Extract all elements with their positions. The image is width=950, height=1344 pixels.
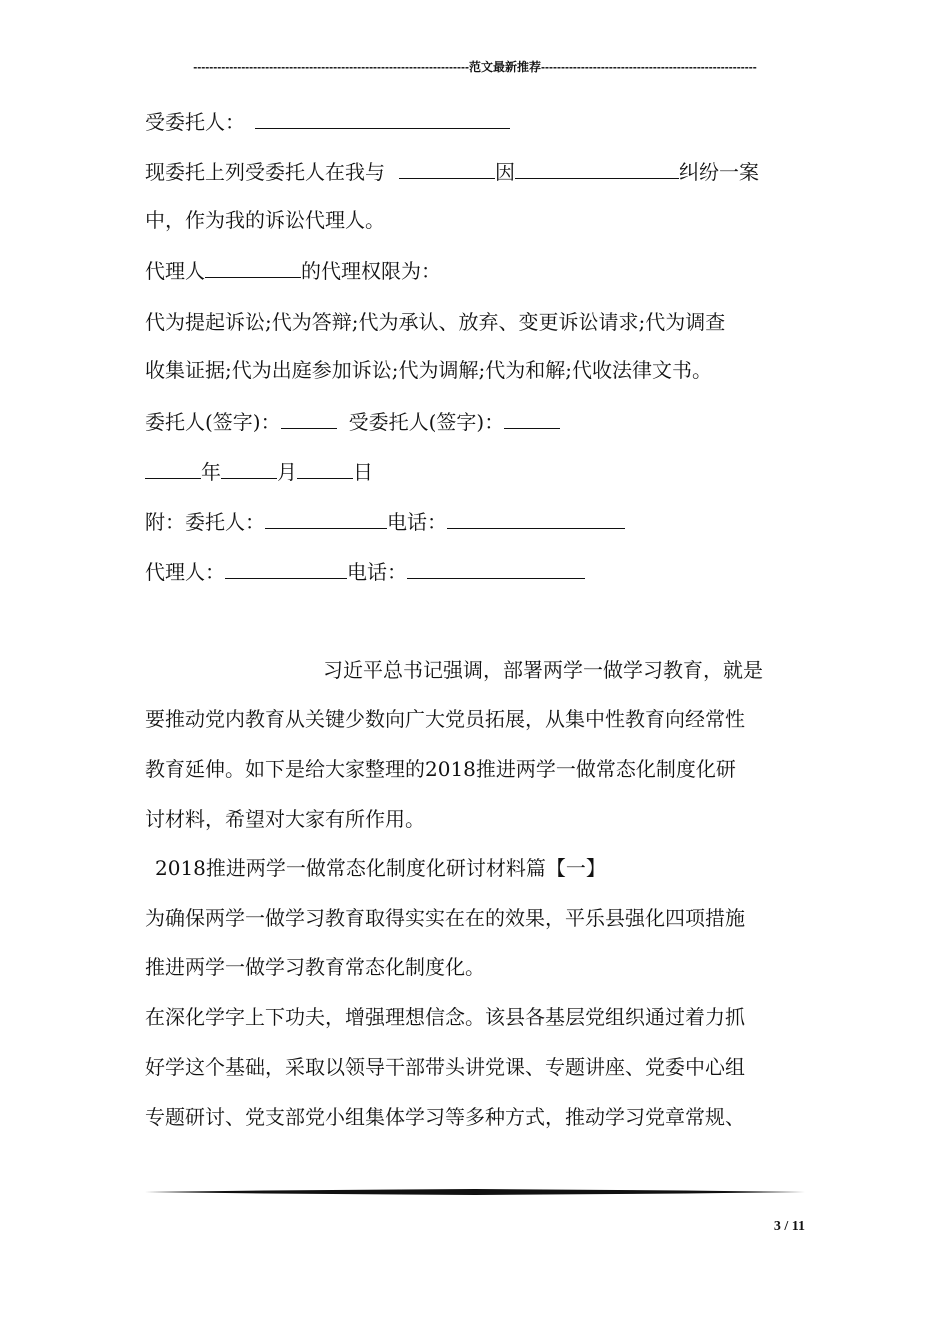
entrust-line-2: 中，作为我的诉讼代理人。: [145, 208, 385, 232]
authority-line: [145, 257, 441, 284]
article-p3-line-2: 好学这个基础，采取以领导干部带头讲党课、专题讲座、党委中心组: [145, 1055, 745, 1079]
authority-blank: [205, 257, 301, 278]
attachment-phone-label: 电话：: [387, 510, 447, 534]
attachment-principal-label: 附：委托人：: [145, 510, 265, 534]
entrust-line-1: [145, 158, 759, 185]
month-blank: [221, 458, 277, 479]
authority-text-a: 代理人: [145, 259, 205, 283]
section-title: 2018推进两学一做常态化制度化研讨材料篇【一】: [155, 856, 606, 880]
attachment-agent-label: 代理人：: [145, 560, 225, 584]
article-p1-line-3: 教育延伸。如下是给大家整理的2018推进两学一做常态化制度化研: [145, 757, 736, 781]
entrust-text-a: 现委托上列受委托人在我与: [145, 160, 385, 184]
article-p1-line-4: 讨材料，希望对大家有所作用。: [145, 807, 425, 831]
year-blank: [145, 458, 201, 479]
principal-sign-label: 委托人(签字)：: [145, 410, 281, 434]
signature-line: [145, 408, 560, 435]
footer-rule: [145, 1189, 805, 1195]
agent-sign-label: 受委托人(签字)：: [348, 410, 505, 434]
reason-blank: [515, 158, 679, 179]
scope-line-2: 收集证据;代为出庭参加诉讼;代为调解;代为和解;代收法律文书。: [145, 358, 712, 382]
agent-label: 受委托人：: [145, 110, 245, 134]
attachment-agent-blank: [225, 558, 347, 579]
agent-line: [145, 108, 510, 135]
attachment-principal-line: [145, 508, 625, 535]
article-p3-line-3: 专题研讨、党支部党小组集体学习等多种方式，推动学习党章常规、: [145, 1105, 745, 1129]
agent-sign-blank: [504, 408, 560, 429]
authority-text-b: 的代理权限为：: [301, 259, 441, 283]
article-p1-line-1: 习近平总书记强调，部署两学一做学习教育，就是: [323, 658, 763, 682]
attachment-agent-phone-blank: [407, 558, 585, 579]
article-p2-line-1: 为确保两学一做学习教育取得实实在在的效果，平乐县强化四项措施: [145, 906, 745, 930]
month-label: 月: [277, 460, 297, 484]
day-label: 日: [353, 460, 373, 484]
article-p3-line-1: 在深化学字上下功夫，增强理想信念。该县各基层党组织通过着力抓: [145, 1005, 745, 1029]
year-label: 年: [201, 460, 221, 484]
party-blank: [399, 158, 495, 179]
scope-line-1: 代为提起诉讼;代为答辩;代为承认、放弃、变更诉讼请求;代为调查: [145, 310, 726, 334]
entrust-text-c: 纠纷一案: [679, 160, 759, 184]
page-header: ---------------------------------------------------------------------范文最新推荐------------------------------------------------------: [193, 60, 757, 74]
attachment-principal-blank: [265, 508, 387, 529]
page-number: 3 / 11: [773, 1219, 805, 1234]
agent-blank: [255, 108, 510, 129]
principal-sign-blank: [281, 408, 337, 429]
attachment-agent-phone-label: 电话：: [347, 560, 407, 584]
attachment-agent-line: [145, 558, 585, 585]
entrust-text-b: 因: [495, 160, 515, 184]
day-blank: [297, 458, 353, 479]
article-p1-line-2: 要推动党内教育从关键少数向广大党员拓展，从集中性教育向经常性: [145, 707, 745, 731]
article-p2-line-2: 推进两学一做学习教育常态化制度化。: [145, 955, 485, 979]
attachment-phone-blank: [447, 508, 625, 529]
date-line: [145, 458, 373, 485]
